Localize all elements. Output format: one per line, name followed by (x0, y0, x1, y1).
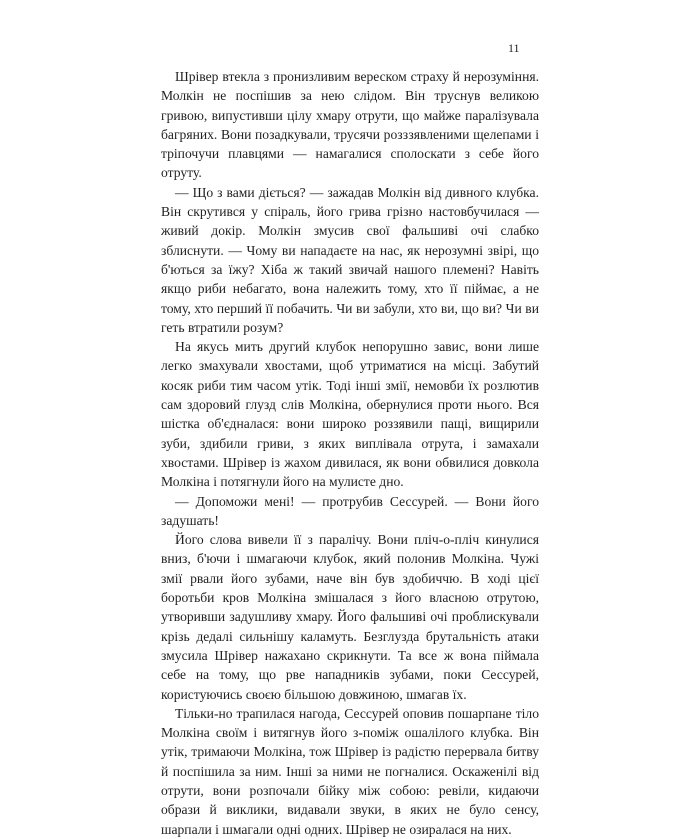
paragraph-4: — Допоможи мені! — протрубив Сессурей. — Вони його задушать! (161, 493, 539, 528)
paragraph-5: Його слова вивели її з паралічу. Вони пліч-о-пліч кинулися вниз, б'ючи і шмагаючи клубок, який полонив Молкіна. Чужі змії рвали його зубами, наче він був здобиччю. В ході цієї боротьби кров Молкіна змішалася з його власною отрутою, утворивши задушливу хмару. Його фальшиві очі проблискували крізь дедалі сильнішу каламуть. Безглузда брутальність атаки змусила Шрівер нажахано скрикнути. Та все ж вона піймала себе на тому, що рве нападників зубами, поки Сессурей, користуючись своєю більшою довжиною, шмагав їх. (161, 532, 539, 702)
page-number: 11 (508, 41, 520, 55)
paragraph-2: — Що з вами діється? — зажадав Молкін від дивного клубка. Він скрутився у спіраль, його грива грізно настовбучилася — живий докір. Молкін змусив свої фальшиві очі слабко зблиснути. — Чому ви нападаєте на нас, як нерозумні звірі, що б'ються за їжу? Хіба ж такий звичай нашого племені? Навіть якщо риби небагато, вона належить тому, хто її піймає, а не тому, хто перший її побачить. Чи ви забули, хто ви, що ви? Чи ви геть втратили розум? (161, 184, 539, 335)
paragraph-1: Шрівер втекла з пронизливим вереском страху й нерозуміння. Молкін не поспішив за нею слідом. Він труснув великою гривою, випустивши цілу хмару отрути, що майже паралізувала багряних. Вони позадкували, трусячи розззявленими щелепами і тріпочучи плавцями — намагалися сполоскати з себе його отруту. (161, 69, 539, 181)
body-text (161, 67, 539, 839)
paragraph-6: Тільки-но трапилася нагода, Сессурей оповив пошарпане тіло Молкіна своїм і витягнув його з-поміж ошалілого клубка. Він утік, тримаючи Молкіна, тож Шрівер із радістю перервала битву й поспішила за ним. Інші за ними не погналися. Оскаженілі від отрути, вони розпочали бійку між собою: ревіли, кидаючи образи й виклики, видавали звуки, в яких не було сенсу, шарпали і шмагали одні одних. Шрівер не озиралася на них. (161, 705, 539, 837)
paragraph-3: На якусь мить другий клубок непорушно завис, вони лише легко змахували хвостами, щоб утриматися на місці. Забутий косяк риби тим часом утік. Тоді інші змії, немовби їх розлютив сам здоровий глузд слів Молкіна, обернулися проти нього. Вся шістка об'єдналася: вони широко роззявили пащі, вищирили зуби, здибили гриви, з яких виплівала отрута, і замахали хвостами. Шрівер із жахом дивилася, як вони обвилися довкола Молкіна і потягнули його на мулисте дно. (161, 339, 539, 490)
